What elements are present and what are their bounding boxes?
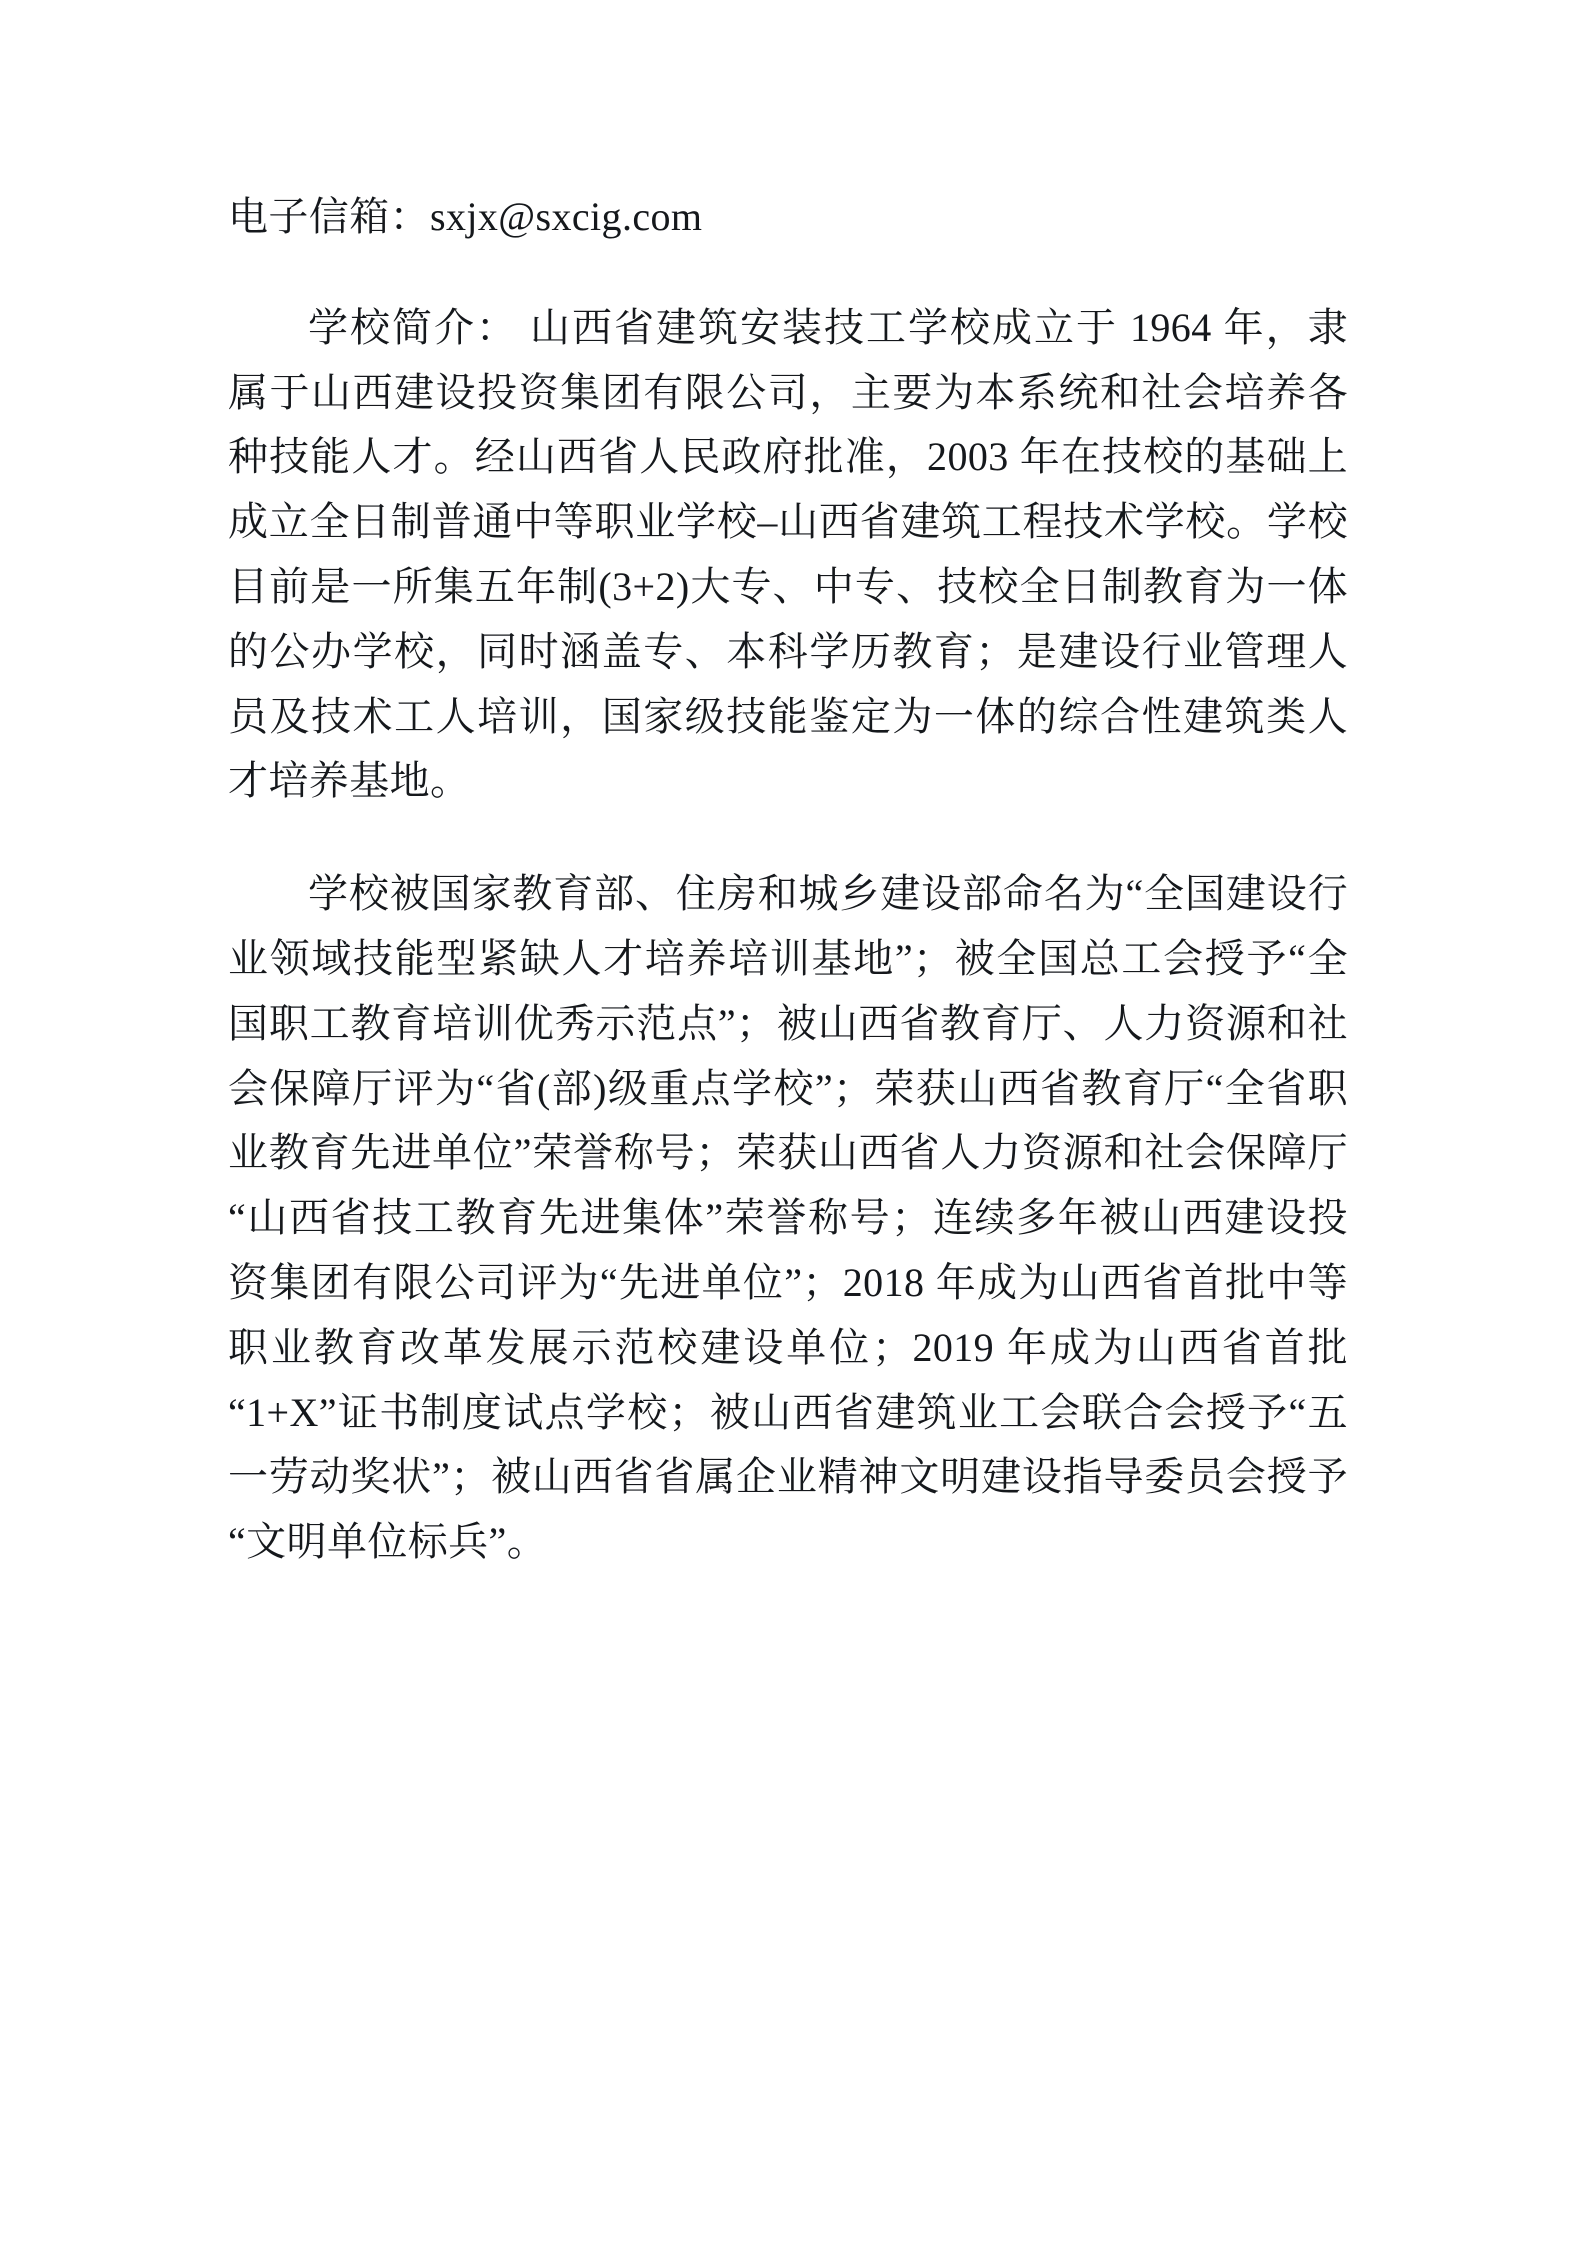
school-honors-paragraph: 学校被国家教育部、住房和城乡建设部命名为“全国建设行业领域技能型紧缺人才培养培训基地”；被全国总工会授予“全国职工教育培训优秀示范点”；被山西省教育厅、人力资源和社会保障厅评为“省(部)级重点学校”；荣获山西省教育厅“全省职业教育先进单位”荣誉称号；荣获山西省人力资源和社会保障厅“山西省技工教育先进集体”荣誉称号；连续多年被山西建设投资集团有限公司评为“先进单位”；2018 年成为山西省首批中等职业教育改革发展示范校建设单位；2019 年成为山西省首批“1+X”证书制度试点学校；被山西省建筑业工会联合会授予“五一劳动奖状”；被山西省省属企业精神文明建设指导委员会授予“文明单位标兵”。 bbox=[228, 871, 1348, 1565]
email-line: 电子信箱：sxjx@sxcig.com bbox=[228, 194, 703, 239]
school-introduction-paragraph: 学校简介： 山西省建筑安装技工学校成立于 1964 年，隶属于山西建设投资集团有限公司，主要为本系统和社会培养各种技能人才。经山西省人民政府批准，2003 年在技校的基础上成立全日制普通中等职业学校–山西省建筑工程技术学校。学校目前是一所集五年制(3+2)大专、中专、技校全日制教育为一体的公办学校，同时涵盖专、本科学历教育；是建设行业管理人员及技术工人培训，国家级技能鉴定为一体的综合性建筑类人才培养基地。 bbox=[228, 304, 1348, 804]
document-body bbox=[228, 185, 1348, 1601]
